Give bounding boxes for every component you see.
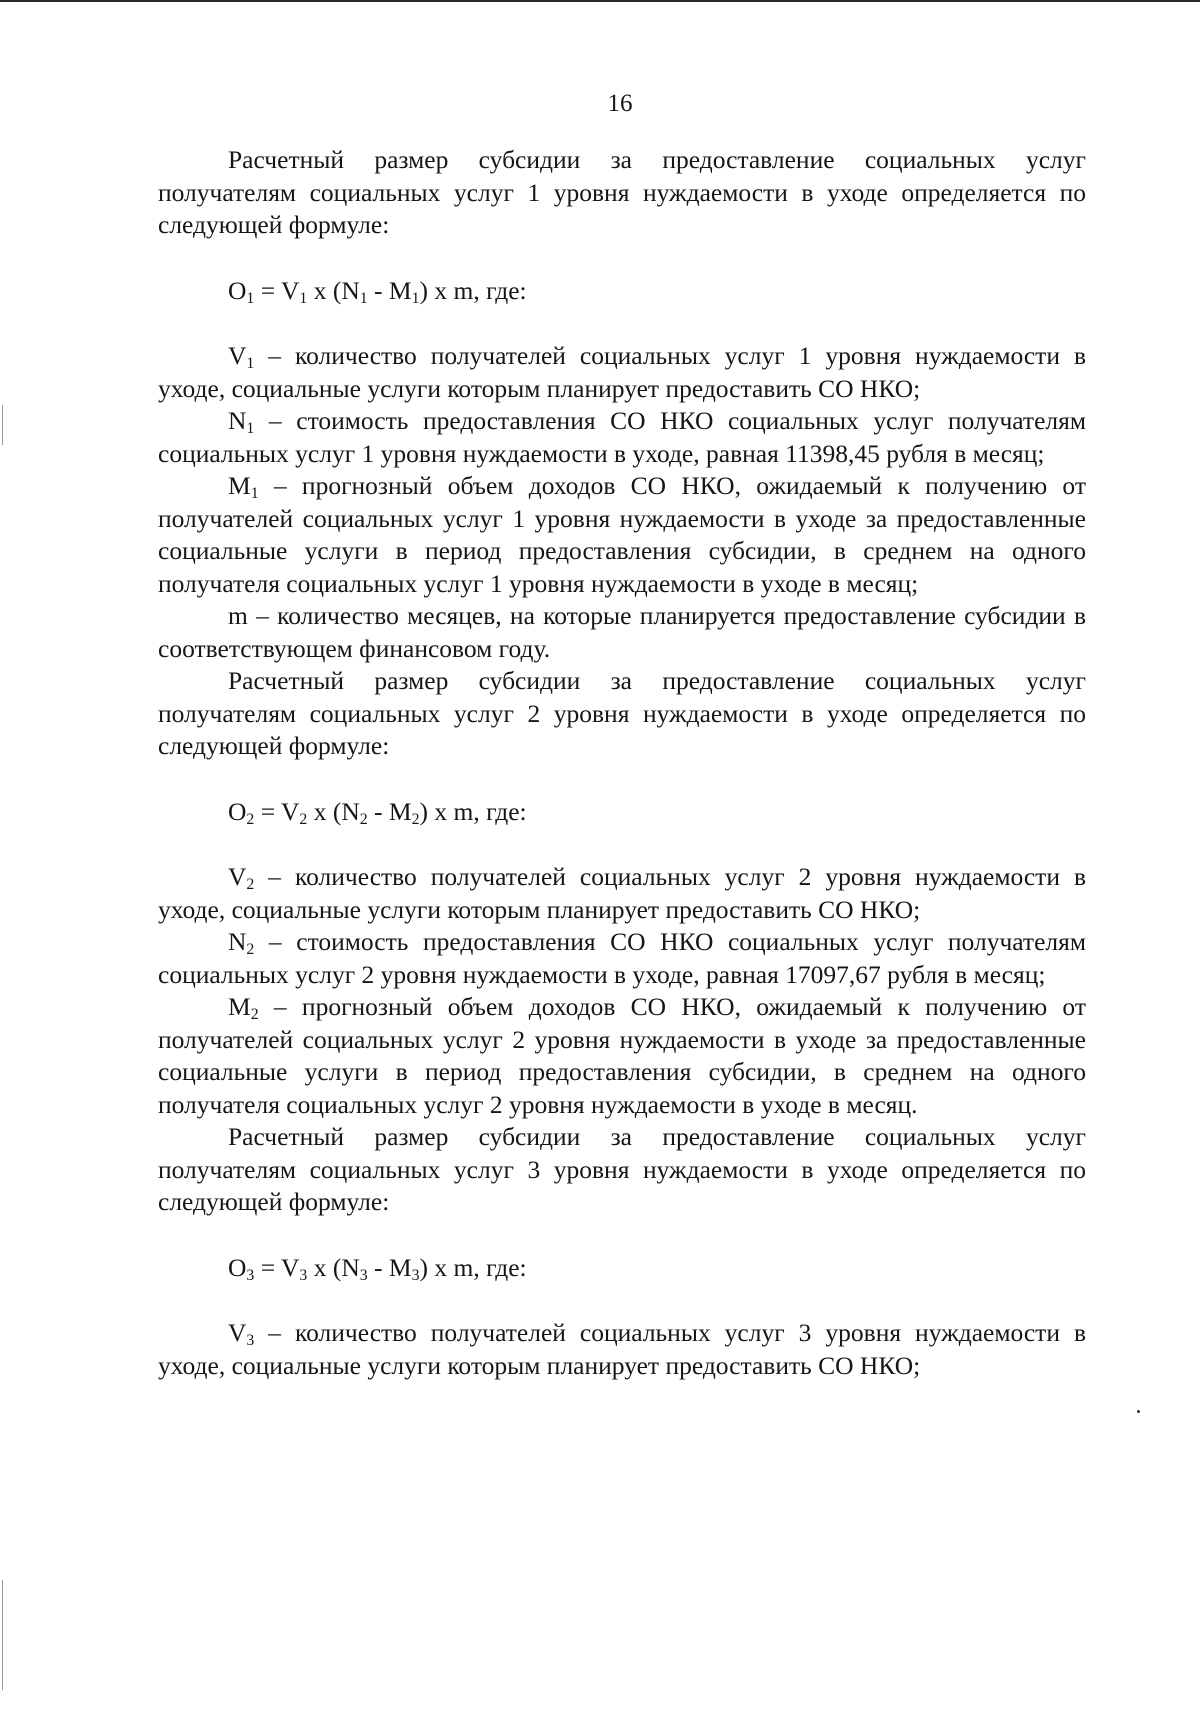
level2-n-definition: $N_2$ – стоимость предоставления СО НКО социальных услуг получателям социальных услуг 2 уровня нуждаемости в уходе, равная 17097,67 рубля в месяц;	[158, 927, 1086, 989]
level1-m-definition: $M_1$ – прогнозный объем доходов СО НКО, ожидаемый к получению от получателей социальных услуг 1 уровня нуждаемости в уходе за предоставленные социальные услуги в период предоставления субсидии, в среднем на одного получателя социальных услуг 1 уровня нуждаемости в уходе в месяц;	[158, 471, 1086, 598]
scan-speck	[1137, 1410, 1140, 1413]
level2-m-definition: $M_2$ – прогнозный объем доходов СО НКО, ожидаемый к получению от получателей социальных услуг 2 уровня нуждаемости в уходе за предоставленные социальные услуги в период предоставления субсидии, в среднем на одного получателя социальных услуг 2 уровня нуждаемости в уходе в месяц.	[158, 992, 1086, 1119]
document-body	[158, 144, 1086, 1382]
level3-formula: $O_3 = V_3$ x $(N_3 - M_3)$ x m, где:	[228, 1252, 527, 1284]
level1-formula: $O_1 = V_1$ x $(N_1 - M_1)$ x m, где:	[228, 275, 527, 307]
level3-intro: Расчетный размер субсидии за предоставление социальных услуг получателям социальных услуг 3 уровня нуждаемости в уходе определяется по следующей формуле:	[158, 1122, 1086, 1216]
page-number: 16	[607, 90, 633, 117]
scan-edge-mark	[2, 1580, 3, 1690]
scan-top-border	[0, 0, 1200, 2]
level3-v-definition: $V_3$ – количество получателей социальных услуг 3 уровня нуждаемости в уходе, социальные услуги которым планирует предоставить СО НКО;	[158, 1318, 1086, 1380]
level2-formula: $O_2 = V_2$ x $(N_2 - M_2)$ x m, где:	[228, 796, 527, 828]
scan-edge-mark	[2, 405, 3, 445]
level2-v-definition: $V_2$ – количество получателей социальных услуг 2 уровня нуждаемости в уходе, социальные услуги которым планирует предоставить СО НКО;	[158, 862, 1086, 924]
level1-intro: Расчетный размер субсидии за предоставление социальных услуг получателям социальных услуг 1 уровня нуждаемости в уходе определяется по следующей формуле:	[158, 145, 1086, 239]
level1-v-definition: $V_1$ – количество получателей социальных услуг 1 уровня нуждаемости в уходе, социальные услуги которым планирует предоставить СО НКО;	[158, 341, 1086, 403]
level2-intro: Расчетный размер субсидии за предоставление социальных услуг получателям социальных услуг 2 уровня нуждаемости в уходе определяется по следующей формуле:	[158, 666, 1086, 760]
level1-n-definition: $N_1$ – стоимость предоставления СО НКО социальных услуг получателям социальных услуг 1 уровня нуждаемости в уходе, равная 11398,45 рубля в месяц;	[158, 406, 1086, 468]
level1-months-definition: m – количество месяцев, на которые планируется предоставление субсидии в соответствующем финансовом году.	[158, 601, 1086, 663]
